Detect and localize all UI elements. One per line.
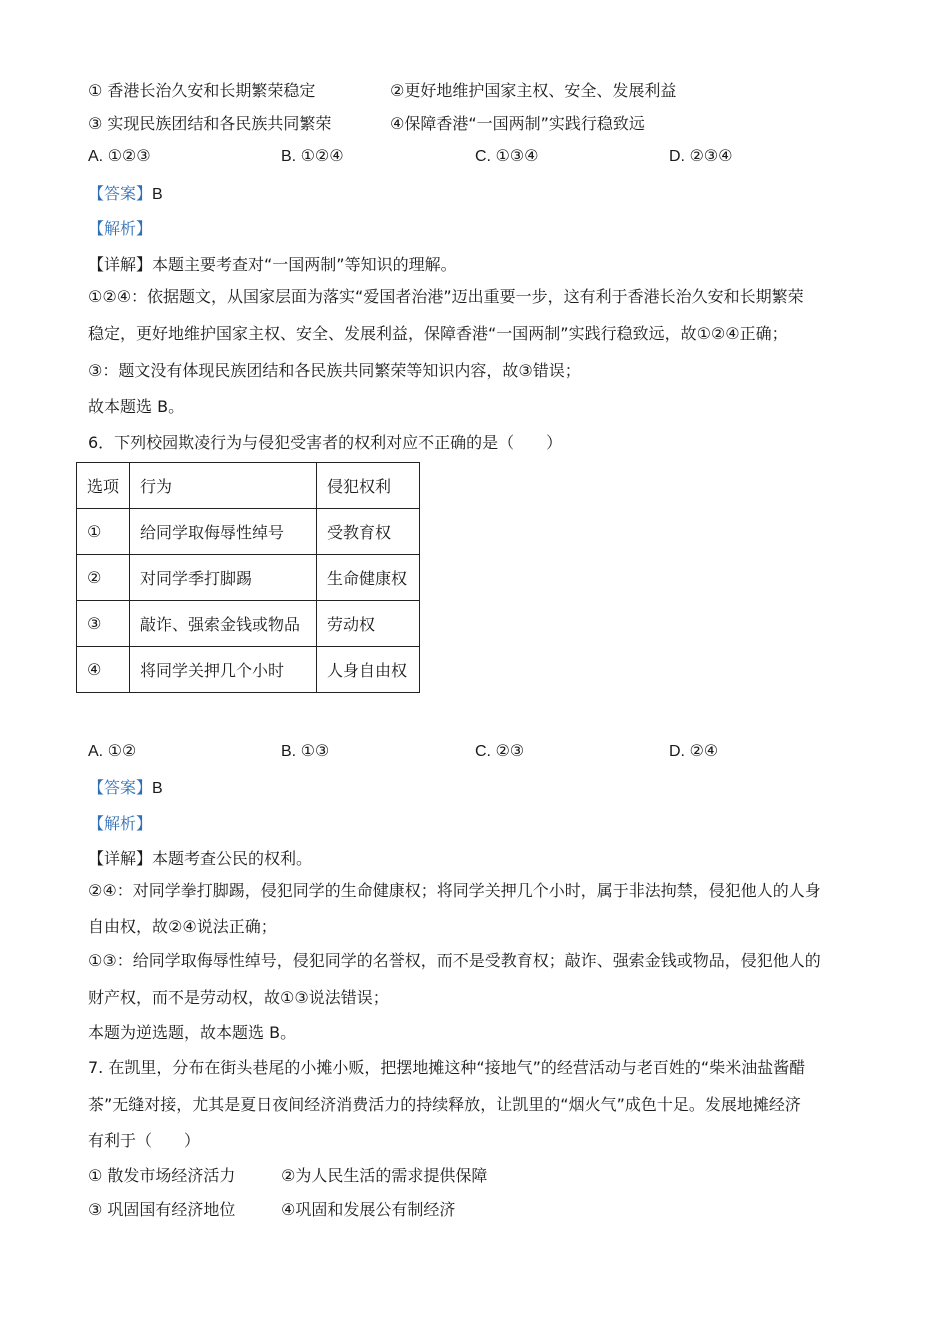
table-cell: 劳动权 [317,601,420,647]
table-cell: ④ [77,647,130,693]
q5-option-b: B. ①②④ [281,148,344,165]
q5-conclusion: 故本题选 B。 [88,397,185,416]
table-cell: ③ [77,601,130,647]
table-cell: 对同学季打脚踢 [130,555,317,601]
q6-analysis-tag: 【解析】 [88,814,153,833]
q5-analysis-tag: 【解析】 [88,219,153,238]
q6-answer-value: B [152,780,163,797]
q5-statement-1: ① 香港长治久安和长期繁荣稳定 [88,81,316,100]
q6-explanation-line-2: 自由权，故②④说法正确； [88,917,277,936]
q5-explanation-line-3: ③：题文没有体现民族团结和各民族共同繁荣等知识内容，故③错误； [88,361,581,380]
q7-statement-4: ④巩固和发展公有制经济 [281,1200,456,1219]
q5-statement-4: ④保障香港“一国两制”实践行稳致远 [390,114,645,133]
q7-statement-3: ③ 巩固国有经济地位 [88,1200,236,1219]
table-cell: 受教育权 [317,509,420,555]
rights-table [76,462,420,693]
q5-answer-line [88,183,163,206]
table-cell: 将同学关押几个小时 [130,647,317,693]
q5-option-d: D. ②③④ [669,148,733,165]
q6-detail: 【详解】本题考查公民的权利。 [88,849,313,868]
table-cell: 人身自由权 [317,647,420,693]
table-cell: ② [77,555,130,601]
table-row [77,647,420,693]
table-header-row [77,463,420,509]
table-cell: 生命健康权 [317,555,420,601]
q5-option-a: A. ①②③ [88,148,151,165]
q7-stem-line-2: 茶”无缝对接，尤其是夏日夜间经济消费活力的持续释放，让凯里的“烟火气”成色十足。发展地摊经济 [88,1095,801,1114]
q5-detail: 【详解】本题主要考查对“一国两制”等知识的理解。 [88,255,457,274]
q6-option-a: A. ①② [88,743,137,760]
q6-option-d: D. ②④ [669,743,719,760]
table-cell: 敲诈、强索金钱或物品 [130,601,317,647]
q6-option-b: B. ①③ [281,743,330,760]
q5-answer-tag: 【答案】 [88,184,153,203]
q7-stem-line-1: 7. 在凯里，分布在街头巷尾的小摊小贩，把摆地摊这种“接地气”的经营活动与老百姓的“柴米油盐酱醋 [88,1058,806,1077]
q5-explanation-line-2: 稳定，更好地维护国家主权、安全、发展利益，保障香港“一国两制”实践行稳致远，故①②④正确； [88,324,788,343]
q6-conclusion: 本题为逆选题，故本题选 B。 [88,1023,297,1042]
q5-statement-2: ②更好地维护国家主权、安全、发展利益 [390,81,677,100]
q6-explanation-line-3: ①③：给同学取侮辱性绰号，侵犯同学的名誉权，而不是受教育权；敲诈、强索金钱或物品，侵犯他人的 [88,951,821,970]
q6-explanation-line-4: 财产权，而不是劳动权，故①③说法错误； [88,988,389,1007]
table-cell: 给同学取侮辱性绰号 [130,509,317,555]
q6-option-c: C. ②③ [475,743,525,760]
q5-statement-3: ③ 实现民族团结和各民族共同繁荣 [88,114,332,133]
q6-explanation-line-1: ②④：对同学拳打脚踢，侵犯同学的生命健康权；将同学关押几个小时，属于非法拘禁，侵犯他人的人身 [88,881,821,900]
q7-statement-2: ②为人民生活的需求提供保障 [281,1166,488,1185]
table-header-cell: 行为 [130,463,317,509]
q5-explanation-line-1: ①②④：依据题文，从国家层面为落实“爱国者治港”迈出重要一步，这有利于香港长治久安和长期繁荣 [88,287,804,306]
q6-answer-line [88,777,163,800]
table-header-cell: 选项 [77,463,130,509]
q6-answer-tag: 【答案】 [88,778,153,797]
q5-option-c: C. ①③④ [475,148,539,165]
table-cell: ① [77,509,130,555]
q6-stem: 6．下列校园欺凌行为与侵犯受害者的权利对应不正确的是（ ） [88,433,563,452]
table-header-cell: 侵犯权利 [317,463,420,509]
table-row [77,555,420,601]
q5-answer-value: B [152,186,163,203]
table-row [77,601,420,647]
q7-statement-1: ① 散发市场经济活力 [88,1166,236,1185]
q7-stem-line-3: 有利于（ ） [88,1131,201,1150]
table-row [77,509,420,555]
